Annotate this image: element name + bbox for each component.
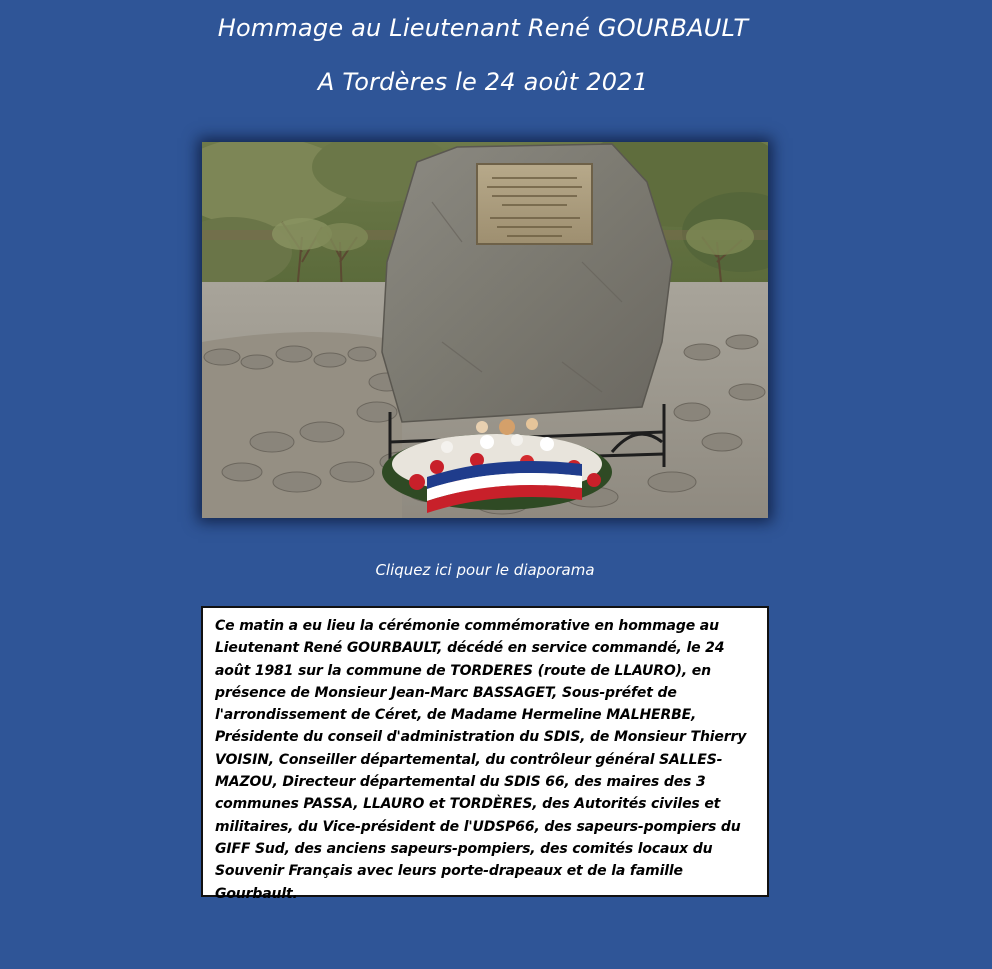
article-text-box bbox=[201, 606, 769, 902]
slideshow-link[interactable]: Cliquez ici pour le diaporama bbox=[375, 561, 595, 579]
page-subtitle: A Tordères le 24 août 2021 bbox=[317, 68, 649, 96]
article-body: Ce matin a eu lieu la cérémonie commémorative en hommage au Lieutenant René GOURBAULT, décédé en service commandé, le 24 août 1981 sur la commune de TORDERES (route de LLAURO), en présence de Monsieur Jean-Marc BASSAGET, Sous-préfet de l'arrondissement de Céret, de Madame Hermeline MALHERBE, Présidente du conseil d'administration du SDIS, de Monsieur Thierry VOISIN, Conseiller départemental, du contrôleur général SALLES-MAZOU, Directeur départemental du SDIS 66, des maires des 3 communes PASSA, LLAURO et TORDÈRES, des Autorités civiles et militaires, du Vice-président de l'UDSP66, des sapeurs-pompiers du GIFF Sud, des anciens sapeurs-pompiers, des comités locaux du Souvenir Français avec leurs porte-drapeaux et de la famille Gourbault. bbox=[215, 618, 747, 902]
page-title: Hommage au Lieutenant René GOURBAULT bbox=[217, 14, 749, 42]
memorial-photo bbox=[202, 142, 768, 518]
